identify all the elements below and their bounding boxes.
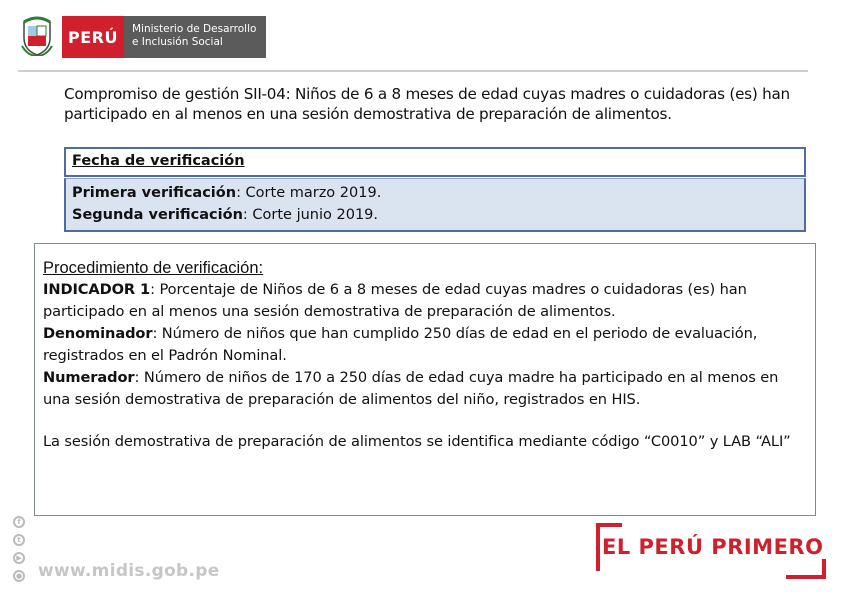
- procedure-box: [34, 243, 816, 516]
- flickr-icon[interactable]: ●: [13, 570, 25, 582]
- ministry-line-2: e Inclusión Social: [132, 36, 223, 48]
- numerator-text: : Número de niños de 170 a 250 días de edad cuya madre ha participado en al menos en una sesión demostrativa de preparación de alimentos del niño, registrados en HIS.: [43, 369, 779, 408]
- second-verification-label: Segunda verificación: [72, 207, 243, 223]
- social-icons: [10, 516, 28, 588]
- denominator-paragraph: [43, 323, 807, 366]
- verification-body: [64, 178, 806, 232]
- first-verification-label: Primera verificación: [72, 185, 237, 201]
- youtube-icon[interactable]: ▶: [13, 552, 25, 564]
- coat-of-arms-icon: [20, 16, 54, 56]
- second-verification: [72, 204, 798, 226]
- twitter-icon[interactable]: t: [13, 534, 25, 546]
- page-header: [14, 10, 274, 64]
- header-divider: [18, 70, 808, 72]
- slogan-logo: [596, 523, 826, 579]
- page-title: Compromiso de gestión SII-04: Niños de 6 a 8 meses de edad cuyas madres o cuidadoras (es) han participado en al menos en una sesión demostrativa de preparación de alimentos.: [64, 85, 790, 123]
- verification-heading: Fecha de verificación: [64, 147, 806, 177]
- second-verification-value: : Corte junio 2019.: [242, 207, 379, 223]
- slogan-frame-right: [786, 559, 826, 579]
- denominator-text: : Número de niños que han cumplido 250 días de edad en el periodo de evaluación, registrados en el Padrón Nominal.: [43, 325, 758, 364]
- ministry-logo: [124, 16, 266, 58]
- slogan-text: EL PERÚ PRIMERO: [602, 535, 824, 559]
- numerator-label: Numerador: [43, 369, 135, 386]
- procedure-heading: Procedimiento de verificación:: [43, 259, 264, 277]
- indicator-paragraph: [43, 279, 807, 322]
- website-link[interactable]: www.midis.gob.pe: [38, 561, 220, 581]
- denominator-label: Denominador: [43, 325, 153, 342]
- numerator-paragraph: [43, 367, 807, 410]
- indicator-text: : Porcentaje de Niños de 6 a 8 meses de edad cuyas madres o cuidadoras (es) han participado en al menos una sesión demostrativa de preparación de alimentos.: [43, 281, 747, 320]
- country-logo: PERÚ: [62, 16, 124, 58]
- indicator-label: INDICADOR 1: [43, 281, 151, 298]
- first-verification: [72, 182, 798, 204]
- facebook-icon[interactable]: f: [13, 516, 25, 528]
- procedure-note: La sesión demostrativa de preparación de alimentos se identifica mediante código “C0010” y LAB “ALI”: [43, 433, 791, 450]
- first-verification-value: : Corte marzo 2019.: [236, 185, 382, 201]
- ministry-line-1: Ministerio de Desarrollo: [132, 23, 257, 35]
